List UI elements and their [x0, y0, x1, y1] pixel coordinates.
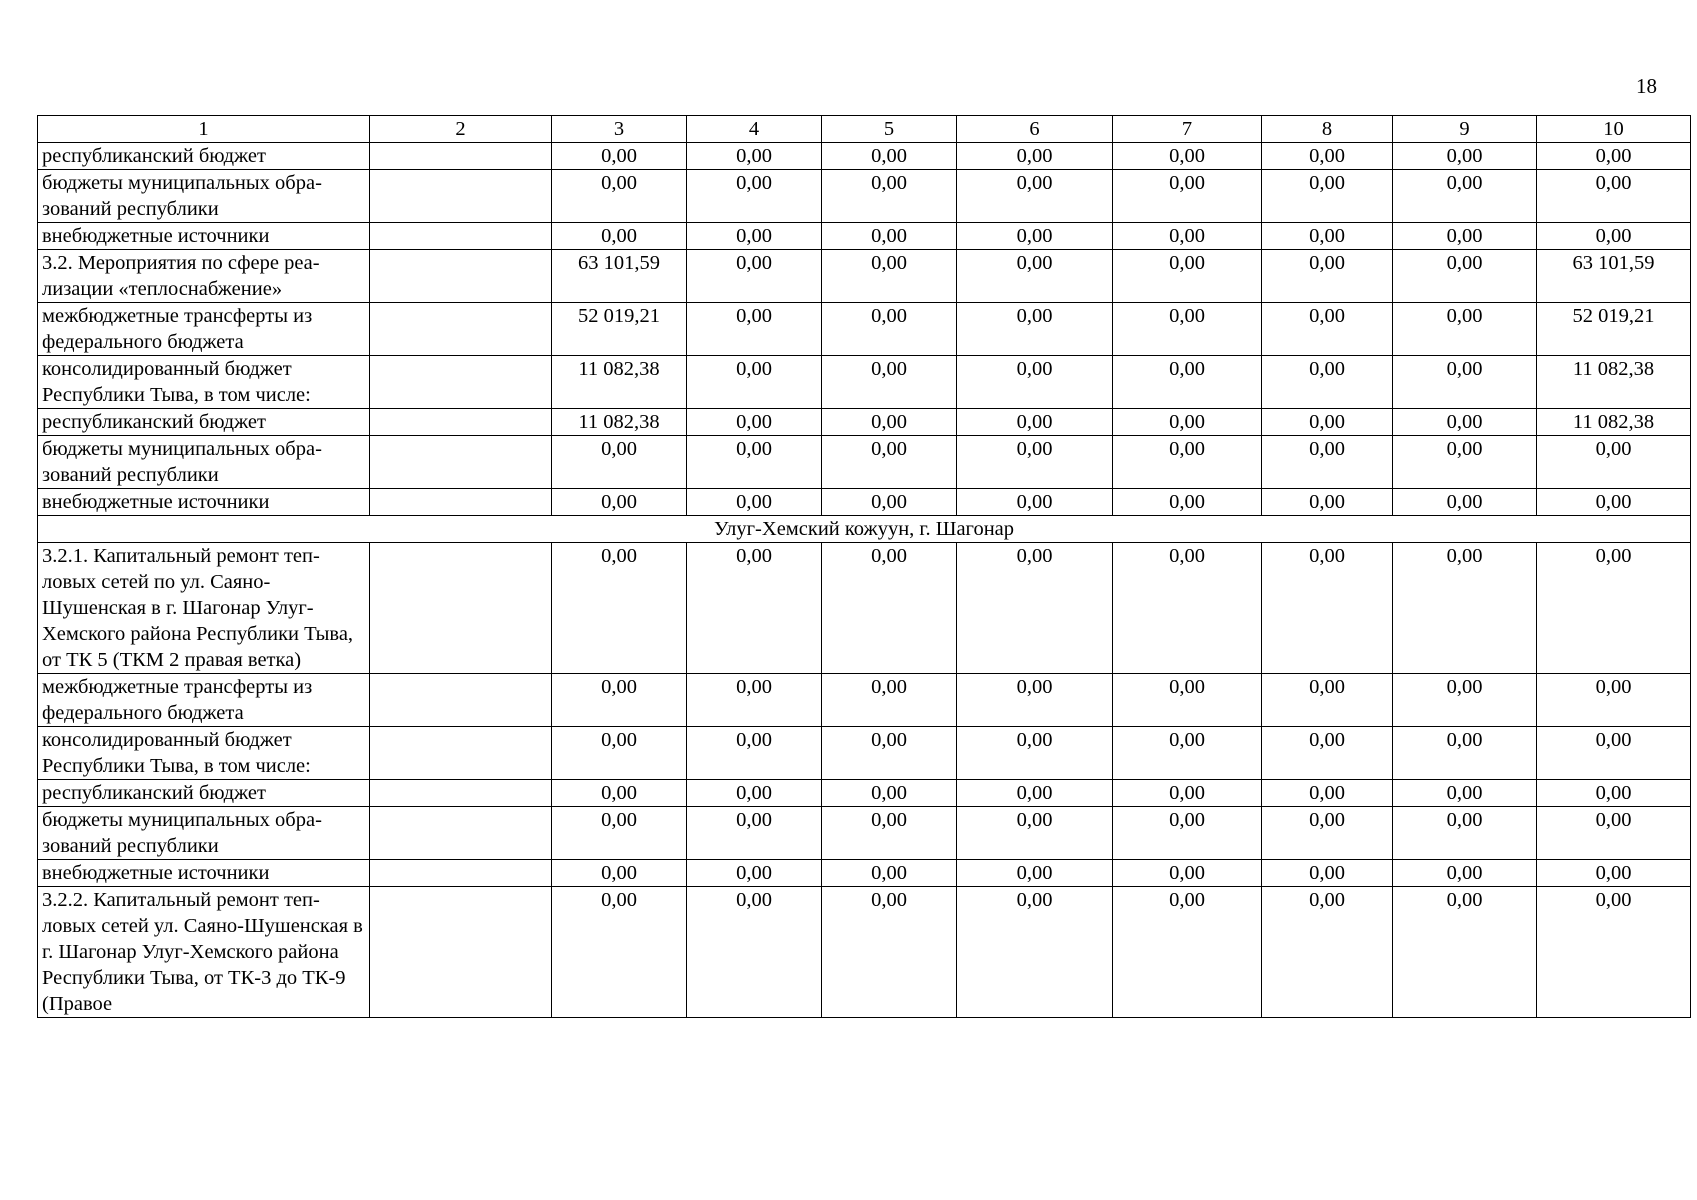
row-col2	[370, 170, 552, 223]
value-cell-col4: 0,00	[687, 250, 822, 303]
row-label: бюджеты муниципальных обра-зований республики	[38, 436, 370, 489]
table-row	[38, 223, 1691, 250]
value-cell-col3: 52 019,21	[552, 303, 687, 356]
value-cell-col4: 0,00	[687, 674, 822, 727]
value-cell-col8: 0,00	[1262, 303, 1393, 356]
value-cell-col3: 0,00	[552, 489, 687, 516]
row-label: республиканский бюджет	[38, 780, 370, 807]
value-cell-col8: 0,00	[1262, 143, 1393, 170]
value-cell-col3: 0,00	[552, 223, 687, 250]
value-cell-col4: 0,00	[687, 356, 822, 409]
value-cell-col9: 0,00	[1393, 356, 1537, 409]
row-label: внебюджетные источники	[38, 860, 370, 887]
value-cell-col8: 0,00	[1262, 727, 1393, 780]
row-col2	[370, 887, 552, 1018]
row-col2	[370, 250, 552, 303]
value-cell-col6: 0,00	[957, 223, 1113, 250]
value-cell-col8: 0,00	[1262, 807, 1393, 860]
value-cell-col9: 0,00	[1393, 727, 1537, 780]
value-cell-col6: 0,00	[957, 807, 1113, 860]
table-row	[38, 143, 1691, 170]
row-col2	[370, 727, 552, 780]
value-cell-col9: 0,00	[1393, 780, 1537, 807]
value-cell-col3: 0,00	[552, 170, 687, 223]
value-cell-col7: 0,00	[1113, 250, 1262, 303]
value-cell-col9: 0,00	[1393, 409, 1537, 436]
value-cell-col7: 0,00	[1113, 303, 1262, 356]
value-cell-col9: 0,00	[1393, 674, 1537, 727]
row-label: межбюджетные трансферты из федерального бюджета	[38, 674, 370, 727]
row-label: внебюджетные источники	[38, 489, 370, 516]
row-col2	[370, 543, 552, 674]
table-body	[38, 143, 1691, 1018]
row-label: 3.2.1. Капитальный ремонт теп-ловых сетей по ул. Саяно-Шушенская в г. Шагонар Улуг-Хемского района Республики Тыва, от ТК 5 (ТКМ 2 правая ветка)	[38, 543, 370, 674]
value-cell-col6: 0,00	[957, 250, 1113, 303]
row-col2	[370, 409, 552, 436]
value-cell-col5: 0,00	[822, 250, 957, 303]
row-label: 3.2. Мероприятия по сфере реа-лизации «теплоснабжение»	[38, 250, 370, 303]
table-row	[38, 860, 1691, 887]
value-cell-col8: 0,00	[1262, 356, 1393, 409]
header-cell-5: 5	[822, 116, 957, 143]
value-cell-col10: 0,00	[1537, 727, 1691, 780]
value-cell-col7: 0,00	[1113, 223, 1262, 250]
value-cell-col7: 0,00	[1113, 170, 1262, 223]
value-cell-col3: 0,00	[552, 807, 687, 860]
value-cell-col4: 0,00	[687, 223, 822, 250]
value-cell-col3: 0,00	[552, 436, 687, 489]
value-cell-col8: 0,00	[1262, 489, 1393, 516]
value-cell-col8: 0,00	[1262, 250, 1393, 303]
value-cell-col8: 0,00	[1262, 436, 1393, 489]
value-cell-col10: 0,00	[1537, 143, 1691, 170]
value-cell-col10: 0,00	[1537, 674, 1691, 727]
value-cell-col10: 0,00	[1537, 489, 1691, 516]
value-cell-col3: 0,00	[552, 887, 687, 1018]
value-cell-col5: 0,00	[822, 780, 957, 807]
value-cell-col7: 0,00	[1113, 409, 1262, 436]
row-col2	[370, 807, 552, 860]
value-cell-col10: 0,00	[1537, 780, 1691, 807]
value-cell-col6: 0,00	[957, 436, 1113, 489]
row-col2	[370, 436, 552, 489]
value-cell-col10: 0,00	[1537, 223, 1691, 250]
row-label: бюджеты муниципальных обра-зований республики	[38, 170, 370, 223]
value-cell-col10: 0,00	[1537, 887, 1691, 1018]
header-cell-4: 4	[687, 116, 822, 143]
row-label: межбюджетные трансферты из федерального бюджета	[38, 303, 370, 356]
header-cell-7: 7	[1113, 116, 1262, 143]
value-cell-col6: 0,00	[957, 780, 1113, 807]
page-number: 18	[1636, 74, 1657, 98]
table-row	[38, 780, 1691, 807]
value-cell-col5: 0,00	[822, 860, 957, 887]
value-cell-col4: 0,00	[687, 727, 822, 780]
table-row	[38, 250, 1691, 303]
value-cell-col7: 0,00	[1113, 860, 1262, 887]
value-cell-col8: 0,00	[1262, 887, 1393, 1018]
value-cell-col10: 0,00	[1537, 436, 1691, 489]
header-cell-1: 1	[38, 116, 370, 143]
value-cell-col6: 0,00	[957, 543, 1113, 674]
value-cell-col10: 0,00	[1537, 860, 1691, 887]
value-cell-col8: 0,00	[1262, 223, 1393, 250]
value-cell-col9: 0,00	[1393, 887, 1537, 1018]
value-cell-col4: 0,00	[687, 807, 822, 860]
value-cell-col9: 0,00	[1393, 489, 1537, 516]
table-row	[38, 356, 1691, 409]
value-cell-col9: 0,00	[1393, 223, 1537, 250]
row-label: консолидированный бюджет Республики Тыва, в том числе:	[38, 727, 370, 780]
header-cell-3: 3	[552, 116, 687, 143]
value-cell-col4: 0,00	[687, 143, 822, 170]
table-row	[38, 436, 1691, 489]
header-cell-10: 10	[1537, 116, 1691, 143]
budget-table	[37, 115, 1691, 1018]
table-header	[38, 116, 1691, 143]
value-cell-col10: 0,00	[1537, 170, 1691, 223]
value-cell-col7: 0,00	[1113, 356, 1262, 409]
value-cell-col4: 0,00	[687, 170, 822, 223]
value-cell-col6: 0,00	[957, 409, 1113, 436]
table-row	[38, 543, 1691, 674]
value-cell-col5: 0,00	[822, 887, 957, 1018]
header-row	[38, 116, 1691, 143]
row-col2	[370, 489, 552, 516]
value-cell-col6: 0,00	[957, 860, 1113, 887]
value-cell-col4: 0,00	[687, 543, 822, 674]
value-cell-col5: 0,00	[822, 436, 957, 489]
value-cell-col7: 0,00	[1113, 489, 1262, 516]
header-cell-2: 2	[370, 116, 552, 143]
value-cell-col5: 0,00	[822, 727, 957, 780]
row-col2	[370, 674, 552, 727]
value-cell-col6: 0,00	[957, 356, 1113, 409]
value-cell-col6: 0,00	[957, 303, 1113, 356]
row-label: республиканский бюджет	[38, 143, 370, 170]
value-cell-col7: 0,00	[1113, 727, 1262, 780]
value-cell-col4: 0,00	[687, 489, 822, 516]
value-cell-col5: 0,00	[822, 170, 957, 223]
value-cell-col5: 0,00	[822, 807, 957, 860]
value-cell-col9: 0,00	[1393, 303, 1537, 356]
table-row	[38, 807, 1691, 860]
value-cell-col9: 0,00	[1393, 436, 1537, 489]
row-label: бюджеты муниципальных обра-зований республики	[38, 807, 370, 860]
value-cell-col4: 0,00	[687, 303, 822, 356]
value-cell-col3: 0,00	[552, 143, 687, 170]
table-row	[38, 170, 1691, 223]
value-cell-col8: 0,00	[1262, 170, 1393, 223]
value-cell-col5: 0,00	[822, 489, 957, 516]
table-row	[38, 489, 1691, 516]
section-row	[38, 516, 1691, 543]
value-cell-col6: 0,00	[957, 727, 1113, 780]
value-cell-col4: 0,00	[687, 780, 822, 807]
value-cell-col7: 0,00	[1113, 807, 1262, 860]
row-col2	[370, 223, 552, 250]
value-cell-col10: 52 019,21	[1537, 303, 1691, 356]
value-cell-col6: 0,00	[957, 143, 1113, 170]
value-cell-col4: 0,00	[687, 409, 822, 436]
value-cell-col10: 0,00	[1537, 543, 1691, 674]
value-cell-col7: 0,00	[1113, 887, 1262, 1018]
value-cell-col9: 0,00	[1393, 143, 1537, 170]
value-cell-col8: 0,00	[1262, 860, 1393, 887]
value-cell-col7: 0,00	[1113, 780, 1262, 807]
value-cell-col4: 0,00	[687, 887, 822, 1018]
row-col2	[370, 356, 552, 409]
value-cell-col4: 0,00	[687, 860, 822, 887]
value-cell-col3: 0,00	[552, 674, 687, 727]
value-cell-col8: 0,00	[1262, 674, 1393, 727]
row-label: внебюджетные источники	[38, 223, 370, 250]
table-row	[38, 887, 1691, 1018]
header-cell-6: 6	[957, 116, 1113, 143]
value-cell-col9: 0,00	[1393, 170, 1537, 223]
value-cell-col5: 0,00	[822, 356, 957, 409]
row-col2	[370, 860, 552, 887]
value-cell-col7: 0,00	[1113, 143, 1262, 170]
value-cell-col5: 0,00	[822, 409, 957, 436]
row-col2	[370, 780, 552, 807]
value-cell-col6: 0,00	[957, 170, 1113, 223]
value-cell-col3: 0,00	[552, 860, 687, 887]
value-cell-col6: 0,00	[957, 887, 1113, 1018]
value-cell-col9: 0,00	[1393, 807, 1537, 860]
value-cell-col10: 0,00	[1537, 807, 1691, 860]
table-row	[38, 409, 1691, 436]
value-cell-col9: 0,00	[1393, 543, 1537, 674]
row-col2	[370, 303, 552, 356]
value-cell-col7: 0,00	[1113, 436, 1262, 489]
section-title: Улуг-Хемский кожуун, г. Шагонар	[38, 516, 1691, 543]
value-cell-col10: 11 082,38	[1537, 356, 1691, 409]
value-cell-col8: 0,00	[1262, 409, 1393, 436]
value-cell-col4: 0,00	[687, 436, 822, 489]
row-label: республиканский бюджет	[38, 409, 370, 436]
value-cell-col5: 0,00	[822, 143, 957, 170]
value-cell-col3: 0,00	[552, 543, 687, 674]
value-cell-col8: 0,00	[1262, 780, 1393, 807]
value-cell-col3: 0,00	[552, 727, 687, 780]
value-cell-col3: 63 101,59	[552, 250, 687, 303]
table-row	[38, 674, 1691, 727]
value-cell-col5: 0,00	[822, 303, 957, 356]
table-row	[38, 303, 1691, 356]
table-row	[38, 727, 1691, 780]
row-col2	[370, 143, 552, 170]
value-cell-col8: 0,00	[1262, 543, 1393, 674]
header-cell-9: 9	[1393, 116, 1537, 143]
value-cell-col10: 11 082,38	[1537, 409, 1691, 436]
value-cell-col5: 0,00	[822, 543, 957, 674]
value-cell-col7: 0,00	[1113, 674, 1262, 727]
value-cell-col3: 11 082,38	[552, 409, 687, 436]
row-label: консолидированный бюджет Республики Тыва, в том числе:	[38, 356, 370, 409]
value-cell-col10: 63 101,59	[1537, 250, 1691, 303]
value-cell-col5: 0,00	[822, 223, 957, 250]
row-label: 3.2.2. Капитальный ремонт теп-ловых сетей ул. Саяно-Шушенская в г. Шагонар Улуг-Хемского района Республики Тыва, от ТК-3 до ТК-9 (Правое	[38, 887, 370, 1018]
value-cell-col3: 11 082,38	[552, 356, 687, 409]
value-cell-col3: 0,00	[552, 780, 687, 807]
value-cell-col7: 0,00	[1113, 543, 1262, 674]
value-cell-col5: 0,00	[822, 674, 957, 727]
header-cell-8: 8	[1262, 116, 1393, 143]
value-cell-col9: 0,00	[1393, 250, 1537, 303]
value-cell-col9: 0,00	[1393, 860, 1537, 887]
value-cell-col6: 0,00	[957, 489, 1113, 516]
value-cell-col6: 0,00	[957, 674, 1113, 727]
